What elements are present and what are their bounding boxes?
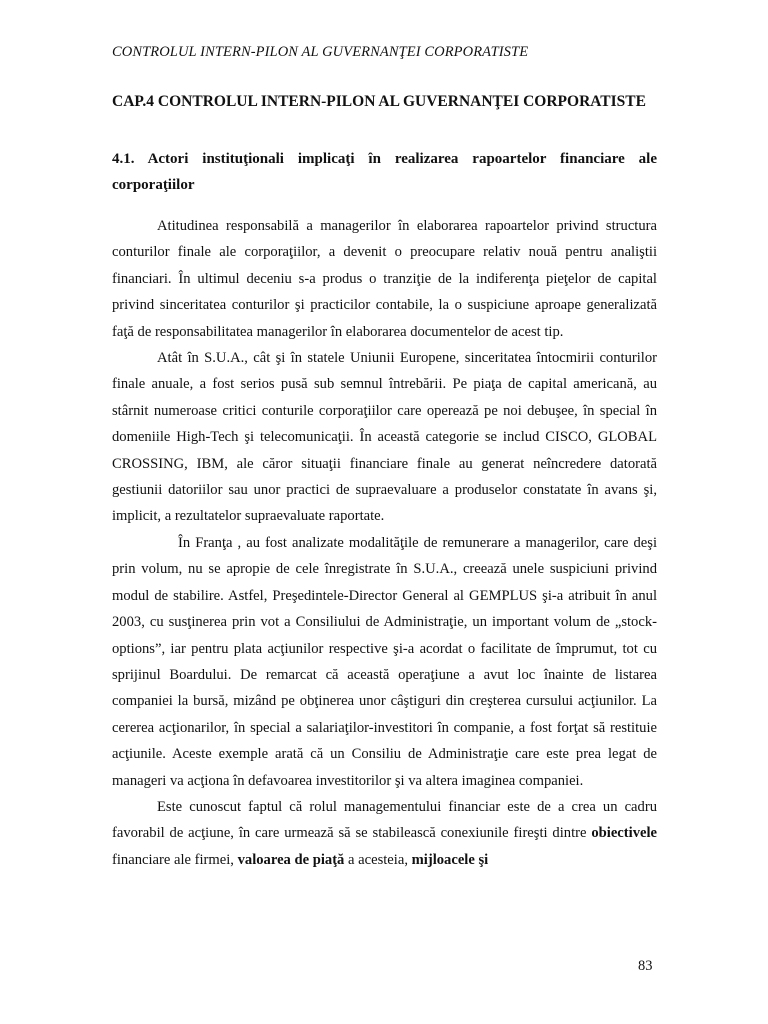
bold-term-valoarea-de-piata: valoarea de piaţă: [237, 851, 345, 868]
paragraph-4-lead: Este cunoscut faptul că rolul managementului financiar este de a crea un cadru favorabil de acţiune, în care urmează să se stabilească conexiunile fireşti dintre: [112, 798, 657, 842]
paragraph-1: Atitudinea responsabilă a managerilor în elaborarea rapoartelor privind structura conturilor finale ale corporaţiilor, a devenit o preocupare relativ nouă pentru analiştii financiari. În ultimul deceniu s-a produs o tranziţie de la indiferenţa pieţelor de capital privind sinceritatea conturilor şi practicilor contabile, la o suspiciune aproape generalizată faţă de responsabilitatea managerilor în elaborarea documentelor de acest tip.: [112, 218, 657, 340]
bold-term-mijloacele: mijloacele şi: [411, 851, 489, 868]
paragraph-4-mid-2: a acesteia,: [348, 851, 408, 868]
paragraph-2: Atât în S.U.A., cât şi în statele Uniunii Europene, sinceritatea întocmirii conturilor finale anuale, a fost serios pusă sub semnul întrebării. Pe piaţa de capital americană, au stârnit numeroase critici conturile corporaţiilor care operează pe noi debuşee, în special în domeniile High-Tech şi telecomunicaţii. În această categorie se includ CISCO, GLOBAL CROSSING, IBM, ale căror situaţii financiare finale au generat neîncredere datorată gestiunii datoriilor sau unor practici de supraevaluare a produselor constatate în avans şi, implicit, a rezultatelor supraevaluate raportate.: [112, 350, 657, 525]
bold-term-obiectivele: obiectivele: [591, 825, 658, 842]
chapter-title: CAP.4 CONTROLUL INTERN-PILON AL GUVERNANŢEI CORPORATISTE: [112, 93, 646, 110]
section-title: 4.1. Actori instituţionali implicaţi în realizarea rapoartelor financiare ale corporaţiilor: [112, 151, 657, 193]
paragraph-4-mid-1: financiare ale firmei,: [112, 851, 234, 868]
running-header: CONTROLUL INTERN-PILON AL GUVERNANŢEI CORPORATISTE: [112, 44, 529, 60]
paragraph-4: [112, 794, 657, 873]
body-text: [112, 213, 657, 873]
page-number: 83: [638, 958, 653, 974]
paragraph-3: În Franţa , au fost analizate modalităţile de remunerare a managerilor, care deşi prin volum, nu se apropie de cele înregistrate în S.U.A., creează unele suspiciuni privind modul de stabilire. Astfel, Preşedintele-Director General al GEMPLUS şi-a atribuit în anul 2003, cu susţinerea prin vot a Consiliului de Administraţie, un important volum de „stock-options”, iar pentru plata acţiunilor respective şi-a acordat o facilitate de împrumut, tot cu sprijinul Boardului. De remarcat că această operaţiune a avut loc înainte de listarea companiei la bursă, mizând pe obţinerea unor câştiguri din creşterea cursului acţiunilor. La cererea acţionarilor, în special a salariaţilor-investitori în companie, a fost forţat să restituie acţiunile. Aceste exemple arată că un Consiliu de Administraţie care este prea legat de manageri va acţiona în defavoarea investitorilor şi va altera imaginea companiei.: [112, 534, 657, 789]
